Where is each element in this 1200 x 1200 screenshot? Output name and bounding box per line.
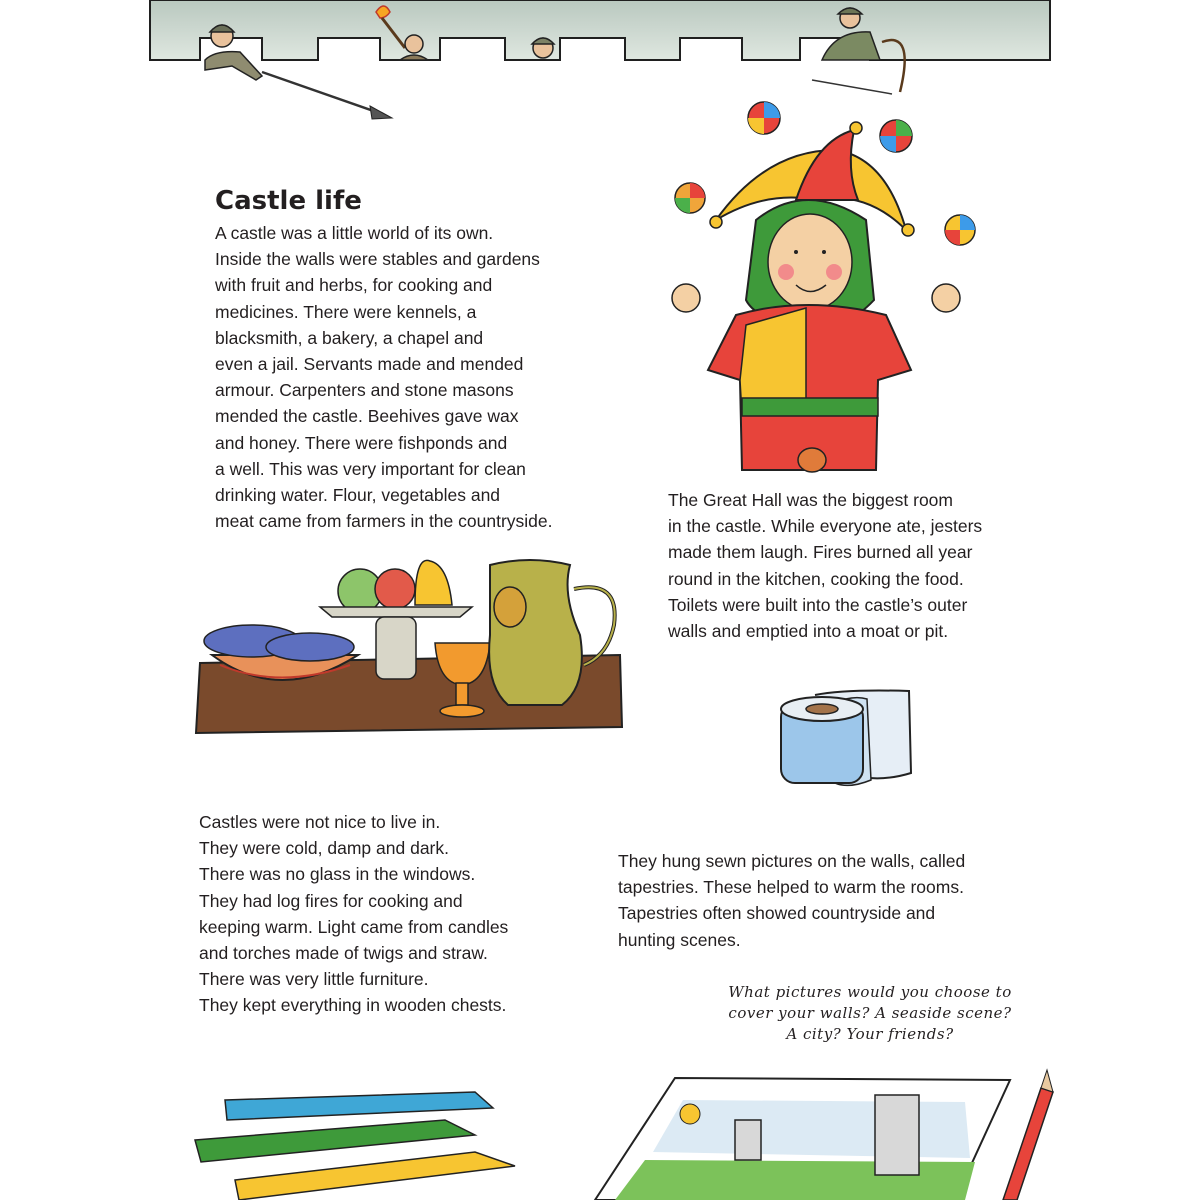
table-food-illustration <box>190 555 630 735</box>
jester-illustration <box>646 80 1006 470</box>
drawing-pencils-illustration <box>175 1040 1055 1200</box>
red-pencil-icon <box>1003 1070 1053 1200</box>
great-hall-paragraph: The Great Hall was the biggest room in the castle. While everyone ate, jesters made them laugh. Fires burned all year round in the kitchen, cooking the food. Toilets were built into the castle’s outer walls and emptied into a moat or pit. <box>668 490 983 642</box>
castles-cold-paragraph: Castles were not nice to live in. They were cold, damp and dark. There was no glass in the windows. They had log fires for cooking and keeping warm. Light came from candles and torches made of twigs and straw. There was very little furniture. They kept everything in wooden chests. <box>199 812 509 1016</box>
pencil-icon <box>195 1092 515 1200</box>
intro-paragraph: A castle was a little world of its own. Inside the walls were stables and gardens with fruit and herbs, for cooking and medicines. There were kennels, a blacksmith, a bakery, a chapel and even a jail. Servants made and mended armour. Carpenters and stone masons mended the castle. Beehives gave wax and honey. There were fishponds and a well. This was very important for clean drinking water. Flour, vegetables and meat came from farmers in the countryside. <box>215 223 553 532</box>
question-handwritten-note: What pictures would you choose to cover your walls? A seaside scene? A city? Your friends? <box>728 983 1012 1043</box>
juggling-ball-icon <box>675 183 705 213</box>
castle-battlements-illustration <box>0 0 1200 130</box>
juggling-ball-icon <box>880 120 912 152</box>
tapestries-paragraph: They hung sewn pictures on the walls, called tapestries. These helped to warm the rooms. Tapestries often showed countryside and hunting scenes. <box>618 851 966 950</box>
soldier-middle-icon <box>532 38 554 58</box>
page-title: Castle life <box>215 186 362 216</box>
juggling-ball-icon <box>748 102 780 134</box>
spear-icon <box>262 72 382 114</box>
juggling-ball-icon <box>945 215 975 245</box>
drawing-paper-icon <box>595 1078 1010 1200</box>
toilet-roll-illustration <box>775 685 925 795</box>
